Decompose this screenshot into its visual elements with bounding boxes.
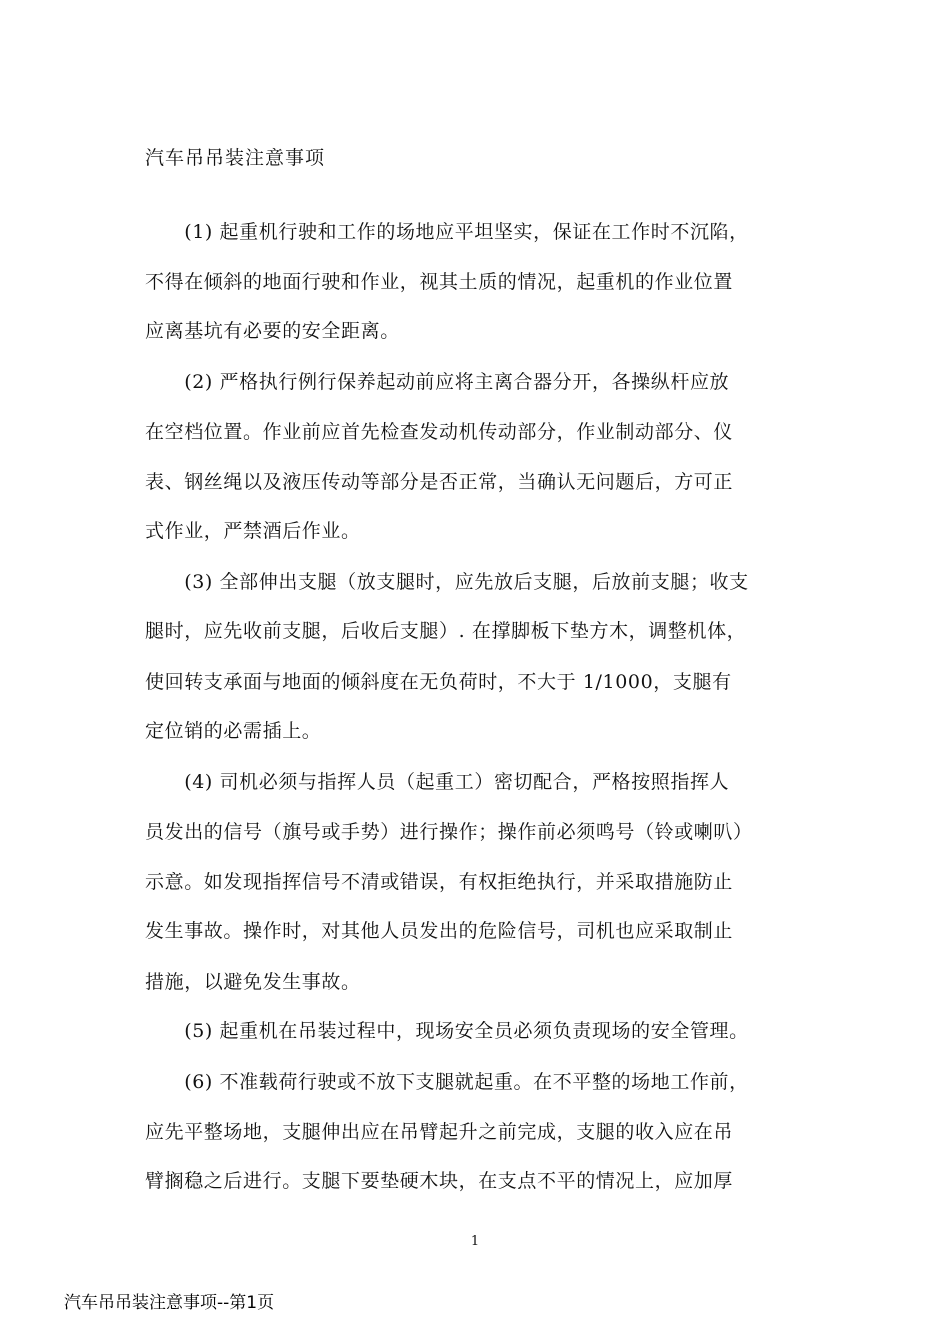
body-line: (5) 起重机在吊装过程中，现场安全员必须负责现场的安全管理。 [145, 1020, 749, 1042]
body-line: 员发出的信号（旗号或手势）进行操作；操作前必须鸣号（铃或喇叭） [145, 821, 753, 843]
body-line: (1) 起重机行驶和工作的场地应平坦坚实，保证在工作时不沉陷， [145, 221, 749, 243]
body-line: 应离基坑有必要的安全距离。 [145, 320, 400, 342]
body-line: 措施，以避免发生事故。 [145, 971, 361, 993]
body-line: 表、钢丝绳以及液压传动等部分是否正常，当确认无问题后，方可正 [145, 471, 734, 493]
body-line: (4) 司机必须与指挥人员（起重工）密切配合，严格按照指挥人 [145, 771, 730, 793]
footer-caption: 汽车吊吊装注意事项--第1页 [64, 1293, 275, 1313]
body-line: 使回转支承面与地面的倾斜度在无负荷时，不大于 1/1000，支腿有 [145, 671, 732, 693]
document-title: 汽车吊吊装注意事项 [145, 147, 326, 169]
page-number: 1 [470, 1234, 480, 1249]
body-line: 发生事故。操作时，对其他人员发出的危险信号，司机也应采取制止 [145, 920, 734, 942]
body-line: 臂搁稳之后进行。支腿下要垫硬木块，在支点不平的情况上，应加厚 [145, 1170, 734, 1192]
body-line: 腿时，应先收前支腿，后收后支腿）. 在撑脚板下垫方木，调整机体， [145, 620, 747, 642]
body-line: 不得在倾斜的地面行驶和作业，视其土质的情况，起重机的作业位置 [145, 271, 734, 293]
body-line: (2) 严格执行例行保养起动前应将主离合器分开，各操纵杆应放 [145, 371, 730, 393]
body-line: 式作业，严禁酒后作业。 [145, 520, 361, 542]
body-line: 定位销的必需插上。 [145, 720, 322, 742]
body-line: (3) 全部伸出支腿（放支腿时，应先放后支腿，后放前支腿；收支 [145, 571, 749, 593]
body-line: (6) 不准载荷行驶或不放下支腿就起重。在不平整的场地工作前， [145, 1071, 749, 1093]
body-line: 应先平整场地，支腿伸出应在吊臂起升之前完成，支腿的收入应在吊 [145, 1121, 734, 1143]
body-line: 在空档位置。作业前应首先检查发动机传动部分，作业制动部分、仪 [145, 421, 734, 443]
body-line: 示意。如发现指挥信号不清或错误，有权拒绝执行，并采取措施防止 [145, 871, 734, 893]
